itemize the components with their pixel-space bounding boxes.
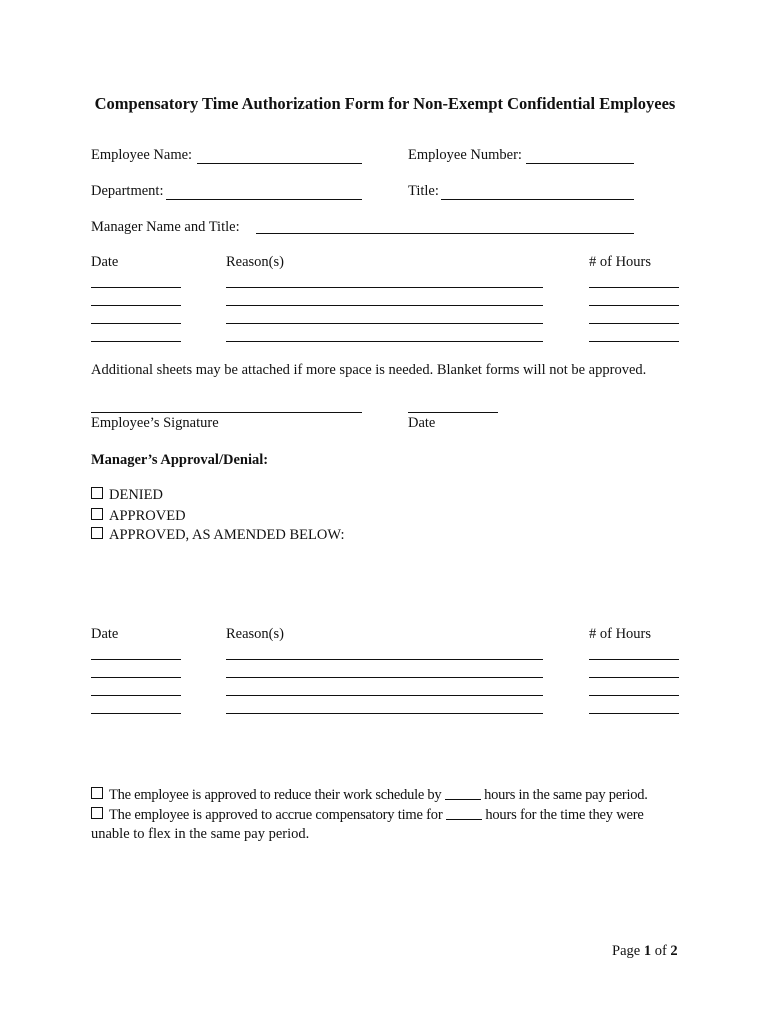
employee-name-field[interactable] (197, 163, 362, 164)
page-total: 2 (670, 943, 678, 959)
option-denied[interactable] (91, 487, 163, 504)
signature-date-field[interactable] (408, 412, 498, 413)
reasons-header: Reason(s) (226, 254, 284, 270)
department-label: Department: (91, 183, 164, 199)
option-label: DENIED (109, 487, 163, 503)
option-approved[interactable] (91, 508, 186, 525)
additional-sheets-note: Additional sheets may be attached if more space is needed. Blanket forms will not be approved. (91, 362, 647, 378)
statement-text: The employee is approved to accrue compensatory time for (109, 807, 443, 823)
reason-line[interactable] (226, 341, 543, 342)
hours-line[interactable] (589, 323, 679, 324)
reason-line[interactable] (226, 713, 543, 714)
hours-blank[interactable] (445, 787, 481, 800)
manager-label: Manager Name and Title: (91, 219, 240, 235)
option-label: APPROVED, AS AMENDED BELOW: (109, 527, 345, 543)
employee-signature-label: Employee’s Signature (91, 415, 219, 431)
approval-heading: Manager’s Approval/Denial: (91, 452, 269, 468)
title-label: Title: (408, 183, 439, 199)
date-header: Date (91, 254, 119, 270)
hours-line[interactable] (589, 341, 679, 342)
reason-line[interactable] (226, 659, 543, 660)
hours-line[interactable] (589, 695, 679, 696)
statement-reduce-schedule[interactable] (91, 787, 648, 804)
statement-text: hours in the same pay period. (484, 787, 648, 803)
department-field[interactable] (166, 199, 362, 200)
hours-blank[interactable] (446, 807, 482, 820)
date-line[interactable] (91, 341, 181, 342)
page-of: of (654, 943, 667, 959)
date-line[interactable] (91, 659, 181, 660)
hours-line[interactable] (589, 659, 679, 660)
employee-number-label: Employee Number: (408, 147, 522, 163)
statement-text: hours for the time they were (485, 807, 644, 823)
title-field[interactable] (441, 199, 634, 200)
employee-name-label: Employee Name: (91, 147, 193, 163)
hours-header: # of Hours (589, 254, 652, 270)
hours-header: # of Hours (589, 626, 652, 642)
date-line[interactable] (91, 695, 181, 696)
statement-accrue-comp-time[interactable] (91, 807, 644, 824)
option-label: APPROVED (109, 508, 186, 524)
date-line[interactable] (91, 677, 181, 678)
reasons-header: Reason(s) (226, 626, 284, 642)
page-prefix: Page (612, 943, 641, 959)
employee-number-field[interactable] (526, 163, 634, 164)
manager-field[interactable] (256, 233, 634, 234)
reason-line[interactable] (226, 695, 543, 696)
reason-line[interactable] (226, 305, 543, 306)
hours-line[interactable] (589, 287, 679, 288)
reason-line[interactable] (226, 323, 543, 324)
employee-signature-field[interactable] (91, 412, 362, 413)
reason-line[interactable] (226, 677, 543, 678)
option-approved-amended[interactable] (91, 527, 345, 544)
date-line[interactable] (91, 305, 181, 306)
date-header: Date (91, 626, 119, 642)
checkbox-icon[interactable] (91, 787, 103, 799)
form-title: Compensatory Time Authorization Form for Non-Exempt Confidential Employees (94, 94, 676, 113)
page-current: 1 (643, 943, 652, 959)
hours-line[interactable] (589, 305, 679, 306)
checkbox-icon[interactable] (91, 487, 103, 499)
statement-continuation: unable to flex in the same pay period. (91, 826, 310, 842)
date-line[interactable] (91, 713, 181, 714)
date-line[interactable] (91, 323, 181, 324)
hours-line[interactable] (589, 677, 679, 678)
statement-text: The employee is approved to reduce their work schedule by (109, 787, 442, 803)
reason-line[interactable] (226, 287, 543, 288)
date-line[interactable] (91, 287, 181, 288)
checkbox-icon[interactable] (91, 527, 103, 539)
page-number (612, 943, 678, 960)
checkbox-icon[interactable] (91, 807, 103, 819)
checkbox-icon[interactable] (91, 508, 103, 520)
signature-date-label: Date (408, 415, 436, 431)
hours-line[interactable] (589, 713, 679, 714)
